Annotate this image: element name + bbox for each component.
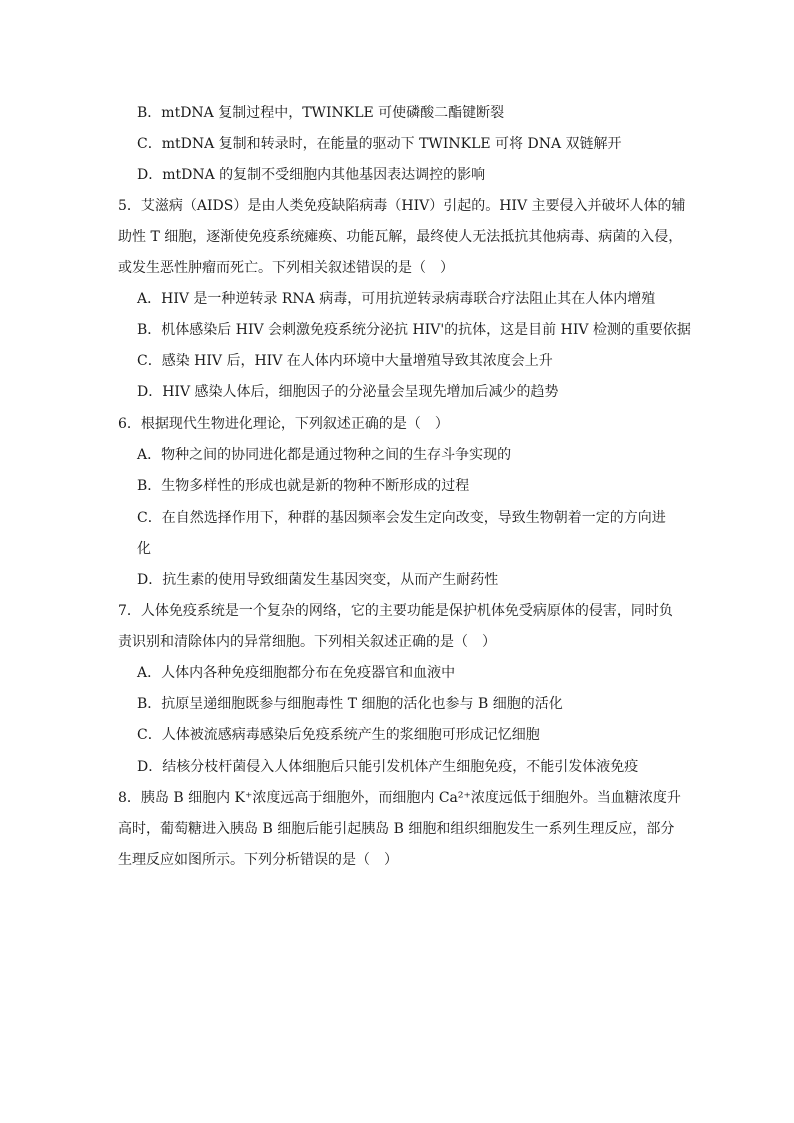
q6-stem: 6．根据现代生物进化理论，下列叙述正确的是（ ）: [118, 416, 449, 432]
q6-option-c-cont: 化: [137, 541, 151, 557]
q8-stem-line-3: 生理反应如图所示。下列分析错误的是（ ）: [118, 852, 398, 868]
q5-stem-line-1: 5．艾滋病（AIDS）是由人类免疫缺陷病毒（HIV）引起的。HIV 主要侵入并破坏人体的辅: [118, 198, 686, 214]
q7-option-d: D．结核分枝杆菌侵入人体细胞后只能引发机体产生细胞免疫，不能引发体液免疫: [137, 759, 639, 775]
prev-option-c: C．mtDNA 复制和转录时，在能量的驱动下 TWINKLE 可将 DNA 双链解开: [137, 136, 622, 152]
q7-option-b: B．抗原呈递细胞既参与细胞毒性 T 细胞的活化也参与 B 细胞的活化: [137, 696, 563, 712]
q5-option-d: D．HIV 感染人体后，细胞因子的分泌量会呈现先增加后减少的趋势: [137, 384, 559, 400]
q7-stem-line-2: 责识别和清除体内的异常细胞。下列相关叙述正确的是（ ）: [118, 634, 496, 650]
q8-stem-line-1: 8．胰岛 B 细胞内 K⁺浓度远高于细胞外，而细胞内 Ca²⁺浓度远低于细胞外。当血糖浓度升: [118, 790, 681, 806]
q5-option-c: C．感染 HIV 后，HIV 在人体内环境中大量增殖导致其浓度会上升: [137, 353, 553, 369]
q5-option-b: B．机体感染后 HIV 会刺激免疫系统分泌抗 HIV'的抗体，这是目前 HIV 检测的重要依据: [137, 322, 691, 338]
q6-option-b: B．生物多样性的形成也就是新的物种不断形成的过程: [137, 478, 470, 494]
q5-stem-line-2: 助性 T 细胞，逐渐使免疫系统瘫痪、功能瓦解，最终使人无法抵抗其他病毒、病菌的入侵，: [118, 229, 683, 245]
q7-option-a: A．人体内各种免疫细胞都分布在免疫器官和血液中: [137, 665, 456, 681]
q7-option-c: C．人体被流感病毒感染后免疫系统产生的浆细胞可形成记忆细胞: [137, 727, 540, 743]
q5-option-a: A．HIV 是一种逆转录 RNA 病毒，可用抗逆转录病毒联合疗法阻止其在人体内增殖: [137, 291, 656, 307]
prev-option-d: D．mtDNA 的复制不受细胞内其他基因表达调控的影响: [137, 167, 486, 183]
q5-stem-line-3: 或发生恶性肿瘤而死亡。下列相关叙述错误的是（ ）: [118, 260, 454, 276]
q6-option-a: A．物种之间的协同进化都是通过物种之间的生存斗争实现的: [137, 447, 512, 463]
prev-option-b: B．mtDNA 复制过程中，TWINKLE 可使磷酸二酯键断裂: [137, 105, 505, 121]
q6-option-c: C．在自然选择作用下，种群的基因频率会发生定向改变，导致生物朝着一定的方向进: [137, 510, 666, 526]
q6-option-d: D．抗生素的使用导致细菌发生基因突变，从而产生耐药性: [137, 572, 499, 588]
q7-stem-line-1: 7．人体免疫系统是一个复杂的网络，它的主要功能是保护机体免受病原体的侵害，同时负: [118, 603, 673, 619]
q8-stem-line-2: 高时，葡萄糖进入胰岛 B 细胞后能引起胰岛 B 细胞和组织细胞发生一系列生理反应，部分: [118, 821, 675, 837]
